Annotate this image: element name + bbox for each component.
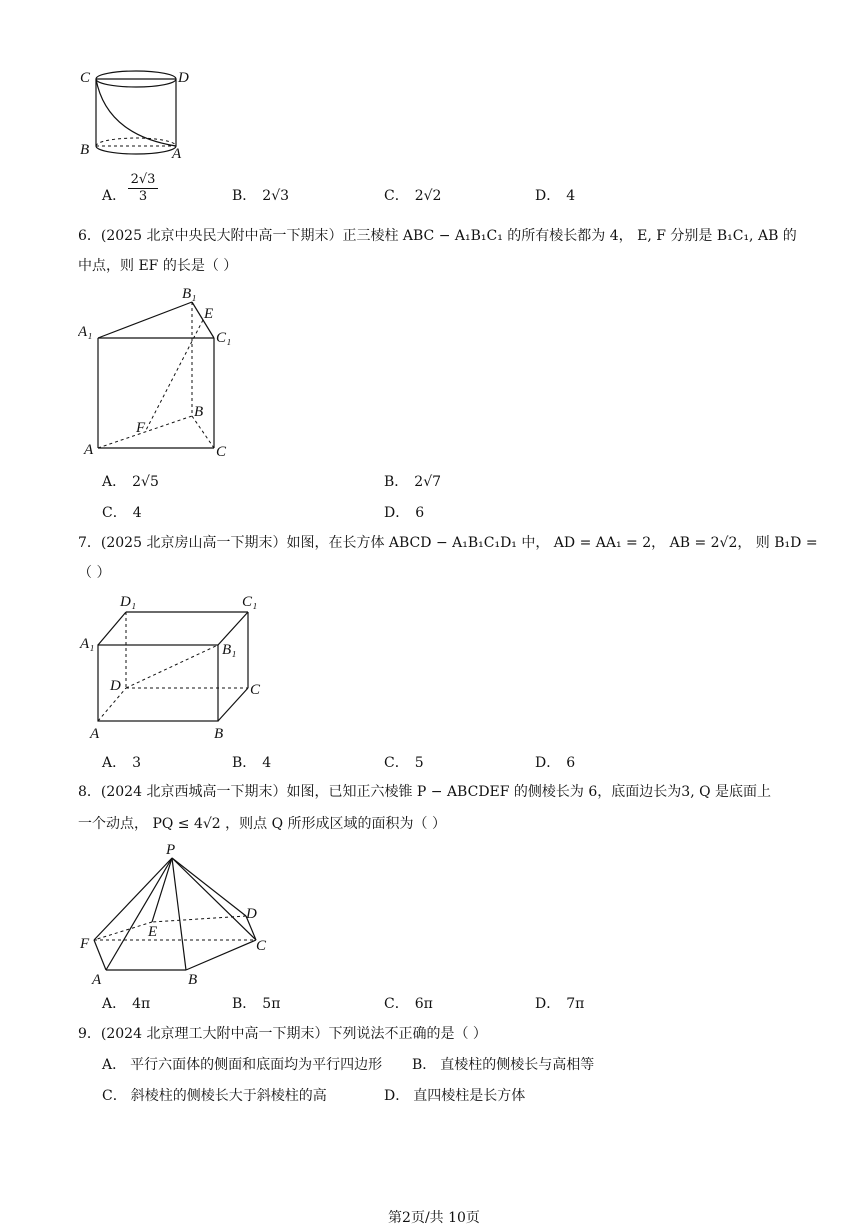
q6-option-a: A． 2√5 xyxy=(102,474,159,490)
q7-label-c: C xyxy=(250,682,261,698)
q8-label-c: C xyxy=(256,938,267,954)
q5-label-c: C xyxy=(80,70,91,86)
q7-option-a: A． 3 xyxy=(102,755,142,771)
q5-label-d: D xyxy=(178,70,189,86)
q7-option-b: B． 4 xyxy=(232,755,272,771)
q7-label-a: A xyxy=(90,726,100,742)
q6-label-c: C xyxy=(216,444,227,460)
q6-label-e: E xyxy=(204,306,214,322)
q5-option-d: D． 4 xyxy=(535,188,576,204)
q6-label-a1: A₁ xyxy=(78,324,93,340)
q9-option-c: C． 斜棱柱的侧棱长大于斜棱柱的高 xyxy=(102,1088,327,1104)
q6-stem-line2: 中点，则 EF 的长是（ ） xyxy=(78,258,238,274)
q9-option-d: D． 直四棱柱是长方体 xyxy=(384,1088,526,1104)
q7-label-d1: D₁ xyxy=(120,594,137,610)
q9-option-a: A． 平行六面体的侧面和底面均为平行四边形 xyxy=(102,1057,383,1073)
q7-stem-line2: （ ） xyxy=(78,565,111,581)
q6-prism-figure xyxy=(78,284,248,464)
q5-label-b: B xyxy=(80,142,90,158)
q7-label-b: B xyxy=(214,726,224,742)
q7-cuboid-figure xyxy=(78,590,278,745)
q8-option-a: A． 4π xyxy=(102,996,151,1012)
q8-option-d: D． 7π xyxy=(535,996,585,1012)
q8-pyramid-figure xyxy=(78,840,278,990)
q5-cylinder-figure xyxy=(78,62,198,164)
q5-label-a: A xyxy=(172,146,182,162)
q7-label-c1: C₁ xyxy=(242,594,258,610)
q8-label-e: E xyxy=(148,924,158,940)
q8-stem-line2: 一个动点， PQ ≤ 4√2 ，则点 Q 所形成区域的面积为（ ） xyxy=(78,816,446,832)
q7-option-c: C． 5 xyxy=(384,755,424,771)
q8-label-d: D xyxy=(246,906,257,922)
q8-label-f: F xyxy=(80,936,90,952)
q8-stem-line1: 8．(2024 北京西城高一下期末）如图，已知正六棱锥 P − ABCDEF 的侧棱长为 6，底面边长为3, Q 是底面上 xyxy=(78,784,772,800)
q5-option-a: A． xyxy=(102,188,127,204)
q7-label-a1: A₁ xyxy=(80,636,95,652)
q5-option-b: B． 2√3 xyxy=(232,188,290,204)
q8-label-b: B xyxy=(188,972,198,988)
q6-option-d: D． 6 xyxy=(384,505,425,521)
page-footer: 第2页/共 10页 xyxy=(388,1210,480,1226)
q6-label-c1: C₁ xyxy=(216,330,232,346)
q5-option-c: C． 2√2 xyxy=(384,188,442,204)
q6-label-b1: B₁ xyxy=(182,286,197,302)
q8-label-p: P xyxy=(166,842,176,858)
q8-label-a: A xyxy=(92,972,102,988)
q6-option-c: C． 4 xyxy=(102,505,142,521)
q9-option-b: B． 直棱柱的侧棱长与高相等 xyxy=(412,1057,595,1073)
q7-stem-line1: 7．(2025 北京房山高一下期末）如图，在长方体 ABCD − A₁B₁C₁D₁ 中， AD = AA₁ = 2， AB = 2√2， 则 B₁D = xyxy=(78,535,818,551)
q6-stem-line1: 6．(2025 北京中央民大附中高一下期末）正三棱柱 ABC − A₁B₁C₁ 的所有棱长都为 4， E, F 分别是 B₁C₁, AB 的 xyxy=(78,228,797,244)
q7-label-b1: B₁ xyxy=(222,642,237,658)
q7-option-d: D． 6 xyxy=(535,755,576,771)
q6-label-f: F xyxy=(136,420,146,436)
q6-label-b: B xyxy=(194,404,204,420)
q5-option-a-fraction: 2√3 3 xyxy=(128,172,158,204)
q7-label-d: D xyxy=(110,678,121,694)
q8-option-c: C． 6π xyxy=(384,996,433,1012)
q9-stem: 9．(2024 北京理工大附中高一下期末）下列说法不正确的是（ ） xyxy=(78,1026,487,1042)
q6-option-b: B． 2√7 xyxy=(384,474,442,490)
q8-option-b: B． 5π xyxy=(232,996,281,1012)
q6-label-a: A xyxy=(84,442,94,458)
